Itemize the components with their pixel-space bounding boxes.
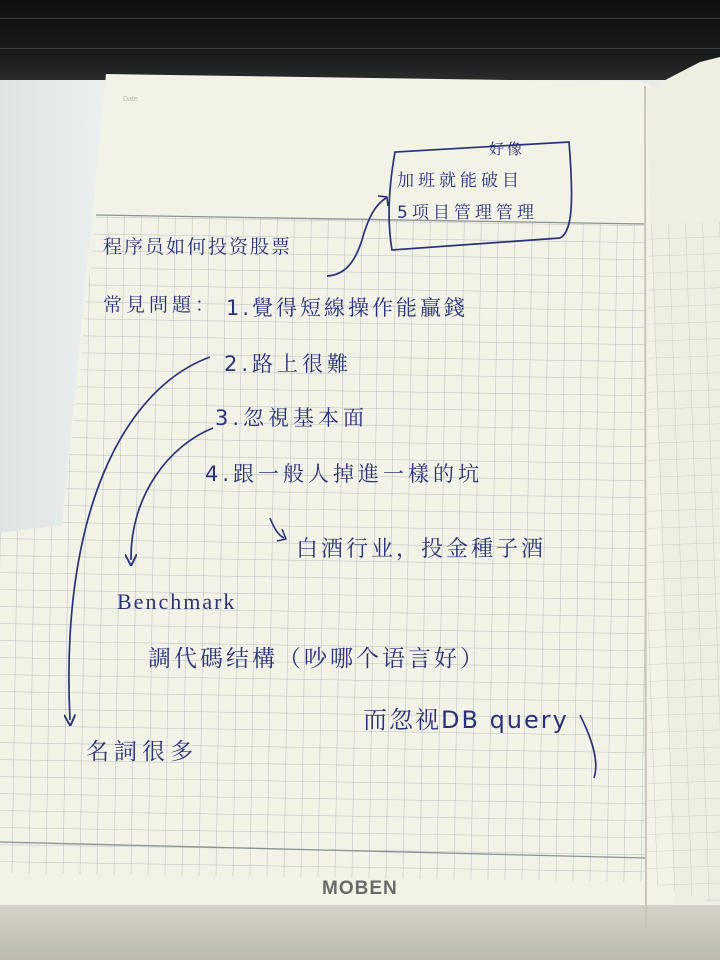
date-label: Date [123,96,138,103]
sub-point: 白酒行业，投金種子酒 [296,537,547,562]
brand-logo: MOBEN [322,878,398,899]
item-2: 2.路上很難 [224,352,353,376]
item-1: 1.覺得短線操作能贏錢 [226,296,469,320]
section-heading: 常見問題： [103,294,219,316]
item-4: 4.跟一般人掉進一樣的坑 [205,462,484,486]
benchmark-detail-1: 調代碼结構（吵哪个语言好） [148,646,486,672]
benchmark-detail-2: 而忽视DB query [363,706,569,734]
annotation-line-2: 加班就能破目 [397,171,523,191]
note-title: 程序员如何投资股票 [103,236,293,258]
annotation-line-1: 好像 [489,140,526,158]
annotation-line-3: 5项目管理管理 [397,203,538,223]
benchmark-label: Benchmark [117,589,237,614]
conclusion: 名詞很多 [86,739,198,765]
page-spine [645,86,646,930]
item-3: 3.忽視基本面 [215,406,369,430]
